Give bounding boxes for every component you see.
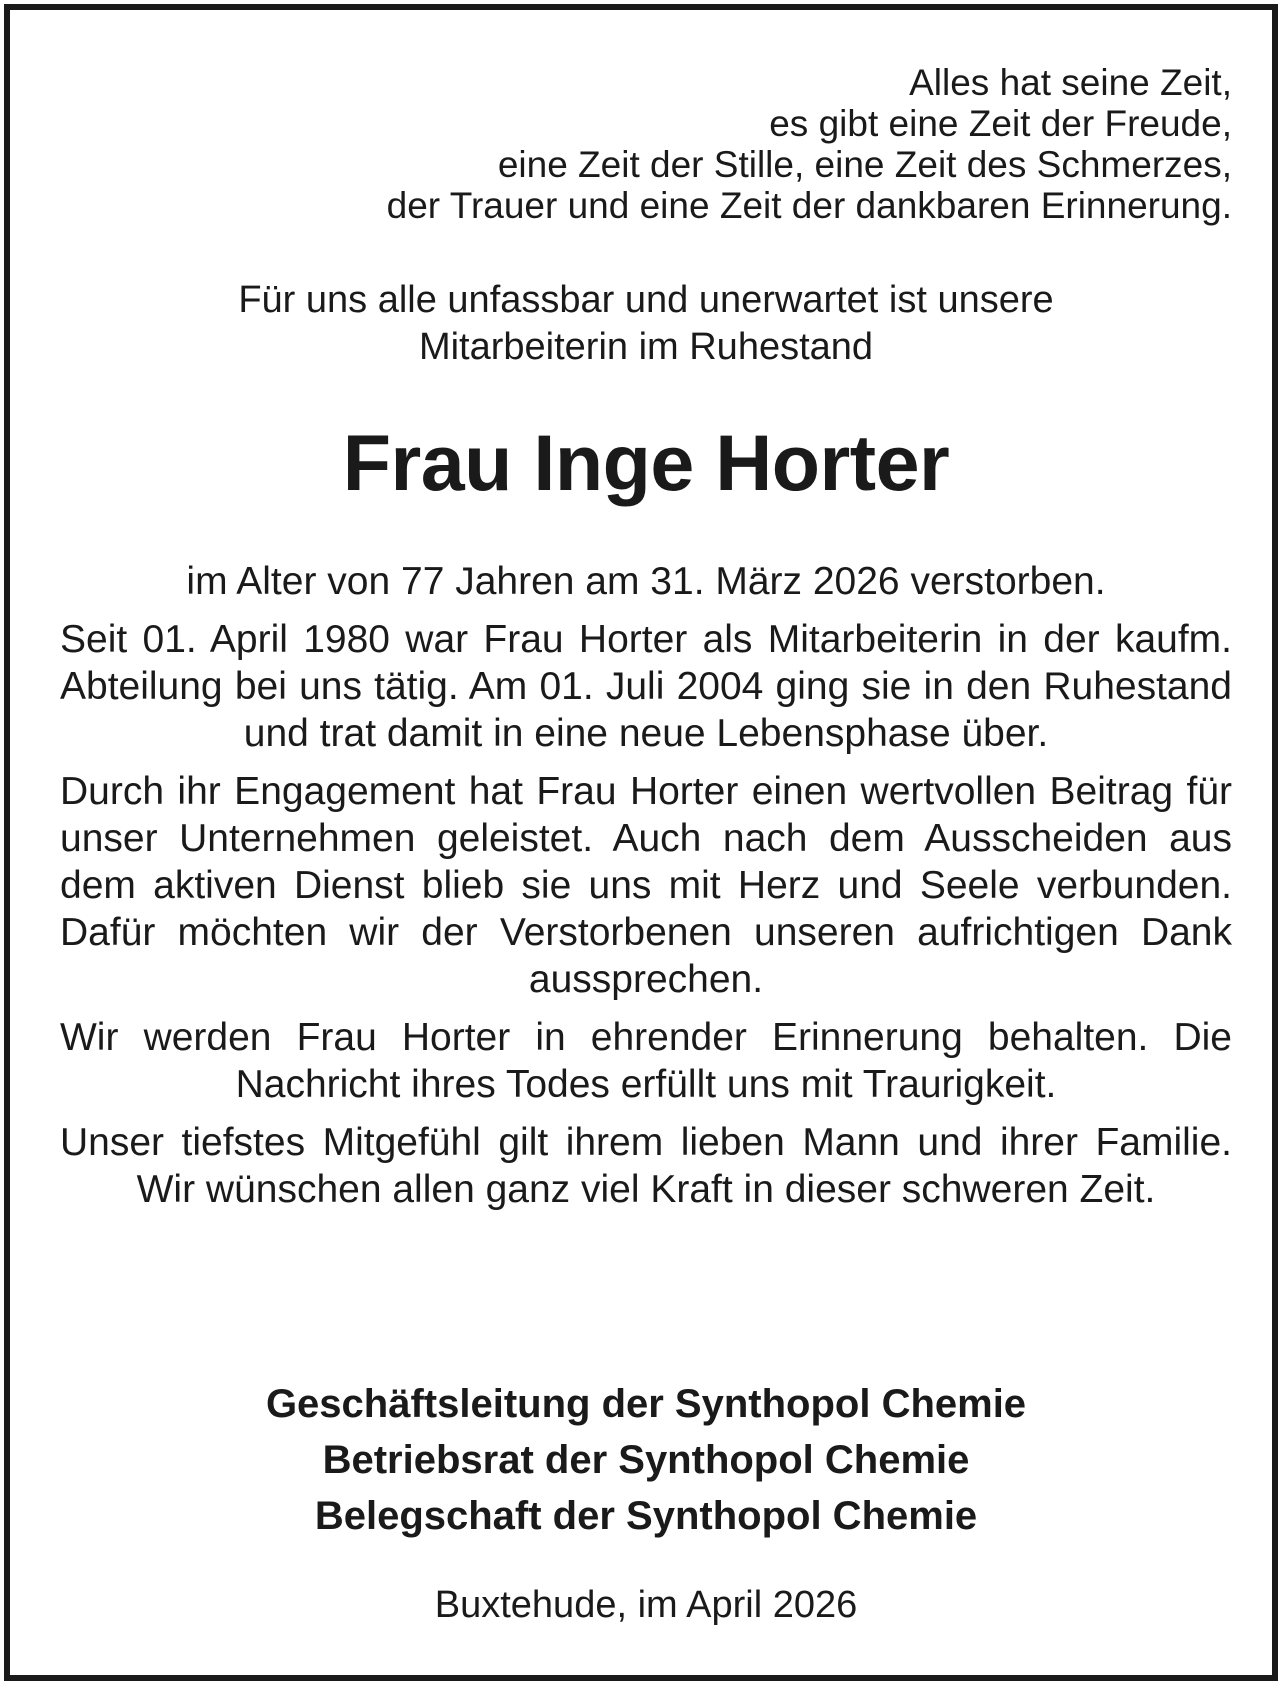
- place-date: Buxtehude, im April 2026: [434, 1584, 858, 1626]
- senders: [60, 1376, 1232, 1544]
- motto-line: der Trauer und eine Zeit der dankbaren Erinnerung.: [386, 185, 1232, 226]
- intro-text: [60, 277, 1232, 371]
- condolence-paragraph: Unser tiefstes Mitgefühl gilt ihrem lieben Mann und ihrer Familie. Wir wünschen allen ganz viel Kraft in dieser schweren Zeit.: [60, 1121, 1232, 1211]
- motto-line: es gibt eine Zeit der Freude,: [769, 103, 1232, 144]
- obituary-body: [60, 558, 1232, 1224]
- sender-line: Belegschaft der Synthopol Chemie: [314, 1494, 978, 1538]
- intro-line: Für uns alle unfassbar und unerwartet ist unsere: [238, 279, 1054, 321]
- engagement-paragraph: Durch ihr Engagement hat Frau Horter einen wertvollen Beitrag für unser Unternehmen geleistet. Auch nach dem Ausscheiden aus dem aktiven Dienst blieb sie uns mit Herz und Seele verbunden. Dafür möchten wir der Verstorbenen unseren aufrichtigen Dank aussprechen.: [60, 770, 1232, 1001]
- motto-line: Alles hat seine Zeit,: [909, 62, 1232, 103]
- motto: [60, 62, 1232, 226]
- sender-line: Geschäftsleitung der Synthopol Chemie: [265, 1382, 1027, 1426]
- obituary-frame: [4, 4, 1278, 1681]
- career-paragraph: Seit 01. April 1980 war Frau Horter als Mitarbeiterin in der kaufm. Abteilung bei uns tätig. Am 01. Juli 2004 ging sie in den Ruhestand und trat damit in eine neue Lebensphase über.: [60, 618, 1232, 755]
- deceased-name: Frau Inge Horter: [342, 418, 950, 507]
- motto-line: eine Zeit der Stille, eine Zeit des Schmerzes,: [497, 144, 1232, 185]
- sender-line: Betriebsrat der Synthopol Chemie: [322, 1438, 970, 1482]
- intro-line: Mitarbeiterin im Ruhestand: [418, 326, 874, 368]
- memory-paragraph: Wir werden Frau Horter in ehrender Erinnerung behalten. Die Nachricht ihres Todes erfüllt uns mit Traurigkeit.: [60, 1016, 1232, 1106]
- age-date-paragraph: im Alter von 77 Jahren am 31. März 2026 verstorben.: [186, 560, 1106, 603]
